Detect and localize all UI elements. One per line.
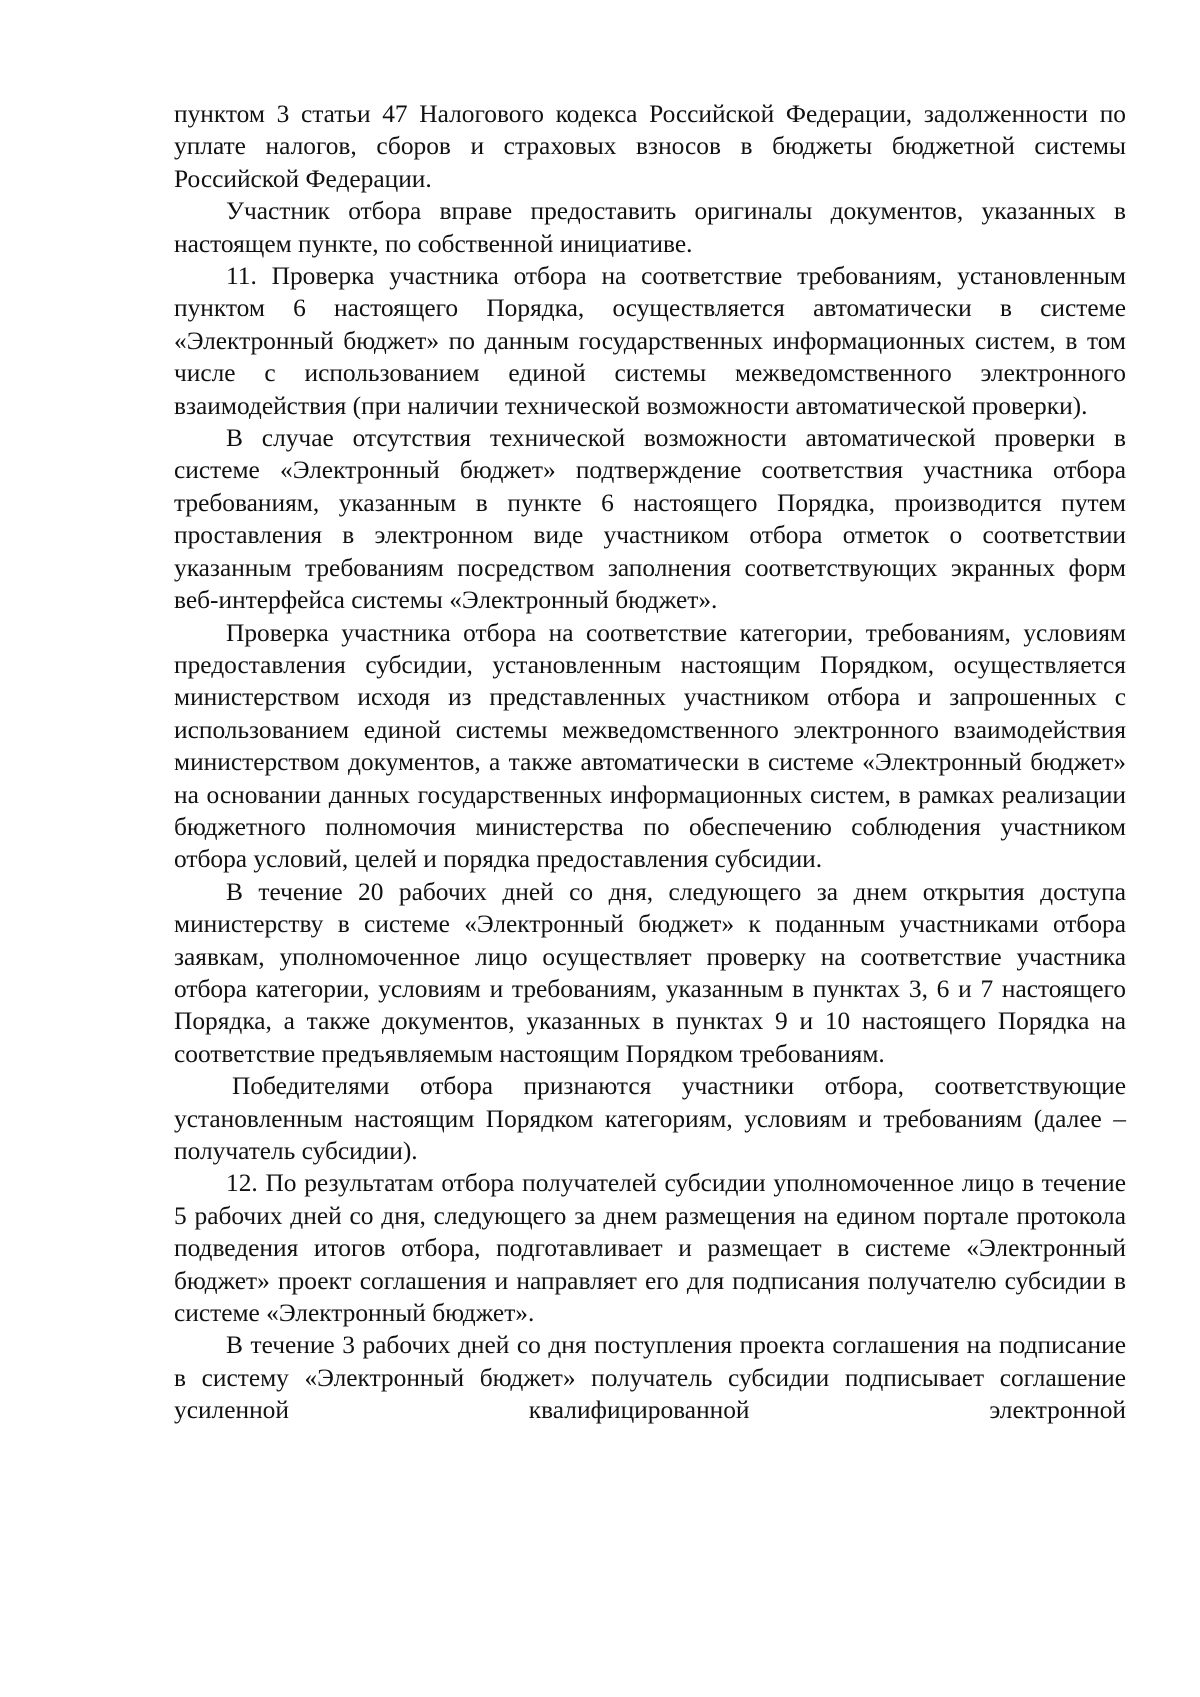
paragraph-signing-deadline: В течение 3 рабочих дней со дня поступления проекта соглашения на подписание в систему «Электронный бюджет» получатель субсидии подписывает соглашение усиленной квалифицированной электронной	[174, 1331, 1126, 1425]
paragraph-ministry-verification: Проверка участника отбора на соответствие категории, требованиям, условиям предоставления субсидии, установленным настоящим Порядком, осуществляется министерством исходя из представленных участником отбора и запрошенных с использованием единой системы межведомственного электронного взаимодействия министерством документов, а также автоматически в системе «Электронный бюджет» на основании данных государственных информационных систем, в рамках реализации бюджетного полномочия министерства по обеспечению соблюдения участником отбора условий, целей и порядка предоставления субсидии.	[174, 618, 1126, 874]
document-body	[174, 98, 1126, 1427]
paragraph-winners: Победителями отбора признаются участники отбора, соответствующие установленным настоящим Порядком категориям, условиям и требованиям (далее – получатель субсидии).	[174, 1072, 1126, 1165]
paragraph-original-documents: Участник отбора вправе предоставить оригиналы документов, указанных в настоящем пункте, по собственной инициативе.	[174, 197, 1126, 258]
paragraph-20-day-review: В течение 20 рабочих дней со дня, следующего за днем открытия доступа министерству в системе «Электронный бюджет» к поданным участниками отбора заявкам, уполномоченное лицо осуществляет проверку на соответствие участника отбора категории, условиям и требованиям, указанным в пунктах 3, 6 и 7 настоящего Порядка, а также документов, указанных в пунктах 9 и 10 настоящего Порядка на соответствие предъявляемым настоящим Порядком требованиям.	[174, 877, 1126, 1068]
paragraph-clause-11: 11. Проверка участника отбора на соответствие требованиям, установленным пунктом 6 настоящего Порядка, осуществляется автоматически в системе «Электронный бюджет» по данным государственных информационных систем, в том числе с использованием единой системы межведомственного электронного взаимодействия (при наличии технической возможности автоматической проверки).	[174, 262, 1126, 420]
paragraph-manual-confirmation: В случае отсутствия технической возможности автоматической проверки в системе «Электронный бюджет» подтверждение соответствия участника отбора требованиям, указанным в пункте 6 настоящего Порядка, производится путем проставления в электронном виде участником отбора отметок о соответствии указанным требованиям посредством заполнения соответствующих экранных форм веб-интерфейса системы «Электронный бюджет».	[174, 424, 1126, 615]
paragraph-clause-12: 12. По результатам отбора получателей субсидии уполномоченное лицо в течение 5 рабочих дней со дня, следующего за днем размещения на едином портале протокола подведения итогов отбора, подготавливает и размещает в системе «Электронный бюджет» проект соглашения и направляет его для подписания получателю субсидии в системе «Электронный бюджет».	[174, 1169, 1126, 1328]
paragraph-tax-debt-continuation: пунктом 3 статьи 47 Налогового кодекса Российской Федерации, задолженности по уплате налогов, сборов и страховых взносов в бюджеты бюджетной системы Российской Федерации.	[174, 100, 1126, 193]
